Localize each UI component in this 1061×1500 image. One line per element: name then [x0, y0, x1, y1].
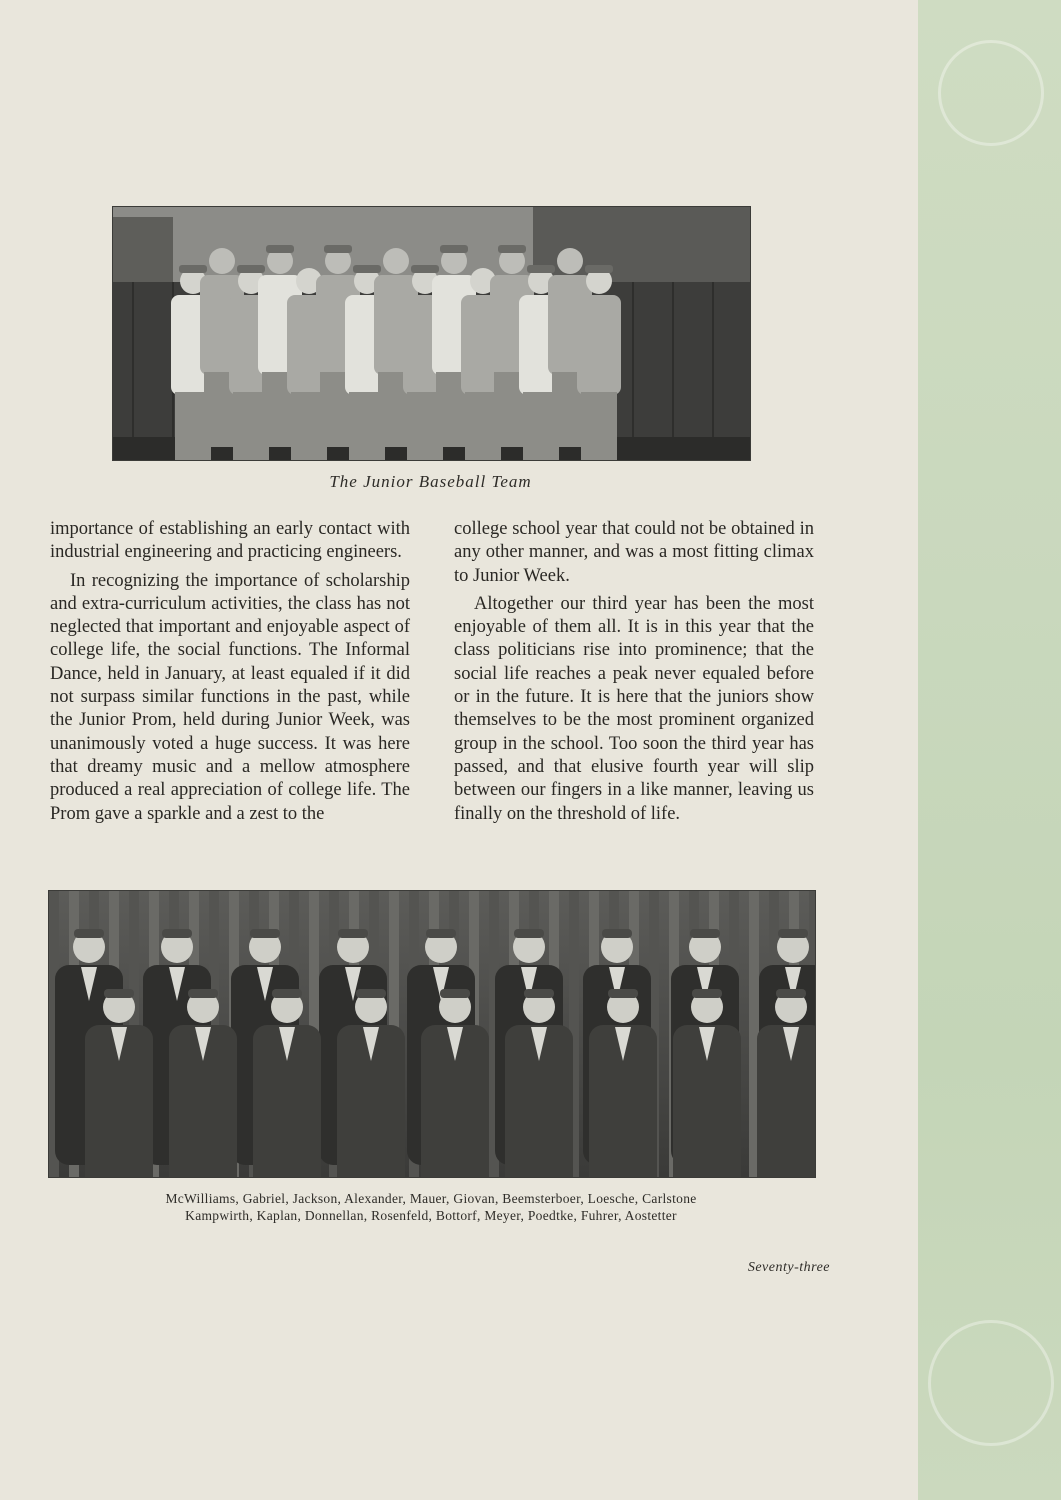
paragraph: Altogether our third year has been the most enjoyable of them all. It is in this year that the class politicians rise into prominence; that the social life reaches a peak never equaled before or in the future. It is here that the juniors show themselves to be the most prominent organized group in the school. Too soon the third year has passed, and that elusive fourth year will slip between our fingers in a like manner, leaving us finally on the threshold of life.: [454, 593, 814, 824]
paragraph: college school year that could not be obtained in any other manner, and was a most fitting climax to Junior Week.: [454, 519, 814, 586]
class-group-illustration: [49, 891, 815, 1177]
baseball-team-illustration: [113, 207, 750, 460]
page-number: Seventy-three: [747, 1260, 830, 1275]
names-row-1: McWilliams, Gabriel, Jackson, Alexander, Mauer, Giovan, Beemsterboer, Loesche, Carlstone: [165, 1191, 697, 1206]
green-side-strip: [918, 0, 1061, 1500]
text-column-right: [454, 518, 814, 831]
text-column-left: [50, 518, 410, 831]
paragraph: In recognizing the importance of scholarship and extra-curriculum activities, the class has not neglected that important and enjoyable aspect of college life, the social functions. The Informal Dance, held in January, at least equaled if it did not surpass similar functions in the past, while the Junior Prom, held during Junior Week, was unanimously voted a huge success. It was here that dreamy music and a mellow atmosphere produced a real appreciation of college life. The Prom gave a sparkle and a zest to the: [50, 570, 410, 824]
class-group-photo: [48, 890, 816, 1178]
baseball-team-photo: [112, 206, 751, 461]
paragraph: importance of establishing an early contact with industrial engineering and practicing engineers.: [50, 519, 410, 563]
group-photo-names: [48, 1190, 814, 1224]
baseball-team-caption: The Junior Baseball Team: [329, 472, 532, 491]
names-row-2: Kampwirth, Kaplan, Donnellan, Rosenfeld, Bottorf, Meyer, Poedtke, Fuhrer, Aostetter: [185, 1208, 677, 1223]
